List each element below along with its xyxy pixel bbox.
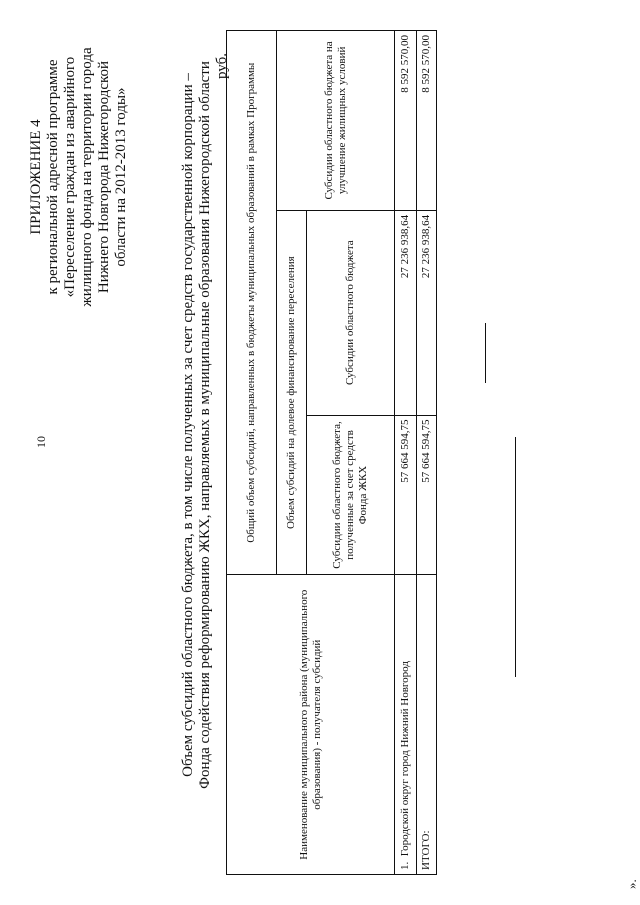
row-name: Городской округ город Нижний Новгород (399, 661, 411, 857)
total-fund-value: 57 664 594,75 (417, 415, 437, 575)
header-regional-subsidies: Субсидии областного бюджета (307, 210, 395, 415)
header-total-subsidies: Общий объем субсидий, направленных в бюджеты муниципальных образований в рамках Программы (227, 31, 277, 575)
total-housing-value: 8 592 570,00 (417, 31, 437, 211)
row-recipient (395, 575, 417, 875)
currency-unit: руб. (214, 53, 230, 79)
signature-divider-short (485, 323, 486, 383)
total-regional-value: 27 236 938,64 (417, 210, 437, 415)
heading-line-1: Объем субсидий областного бюджета, в том числе полученных за счет средств государственной корпорации – (180, 73, 196, 777)
signature-divider (515, 437, 516, 677)
row-number: 1. (399, 861, 411, 870)
row-housing-value: 8 592 570,00 (395, 31, 417, 211)
closing-quote-mark: ». (624, 879, 639, 889)
appendix-line: Нижнего Новгорода Нижегородской (96, 60, 112, 294)
total-row (417, 31, 437, 875)
appendix-block (28, 27, 130, 327)
header-recipient-name: Наименование муниципального района (муниципального образования) - получателя субсидий (227, 575, 395, 875)
appendix-title: ПРИЛОЖЕНИЕ 4 (28, 119, 44, 235)
table-heading (180, 25, 214, 825)
appendix-line: «Переселение граждан из аварийного (62, 56, 78, 298)
page-number: 10 (34, 436, 48, 448)
heading-line-2: Фонда содействия реформированию ЖКХ, направляемых в муниципальные образования Нижегородской области (197, 61, 213, 789)
appendix-line: к региональной адресной программе (45, 59, 61, 295)
header-shared-financing: Объем субсидий на долевое финансирование переселения (277, 210, 307, 575)
total-label: ИТОГО: (417, 575, 437, 875)
header-fund-subsidies: Субсидии областного бюджета, полученные за счет средств Фонда ЖКХ (307, 415, 395, 575)
table-row (395, 31, 417, 875)
subsidies-table (226, 30, 437, 875)
appendix-line: жилищного фонда на территории города (79, 47, 95, 307)
appendix-line: области на 2012-2013 годы» (113, 87, 129, 267)
row-fund-value: 57 664 594,75 (395, 415, 417, 575)
header-housing-subsidies: Субсидии областного бюджета на улучшение жилищных условий (277, 31, 395, 211)
row-regional-value: 27 236 938,64 (395, 210, 417, 415)
